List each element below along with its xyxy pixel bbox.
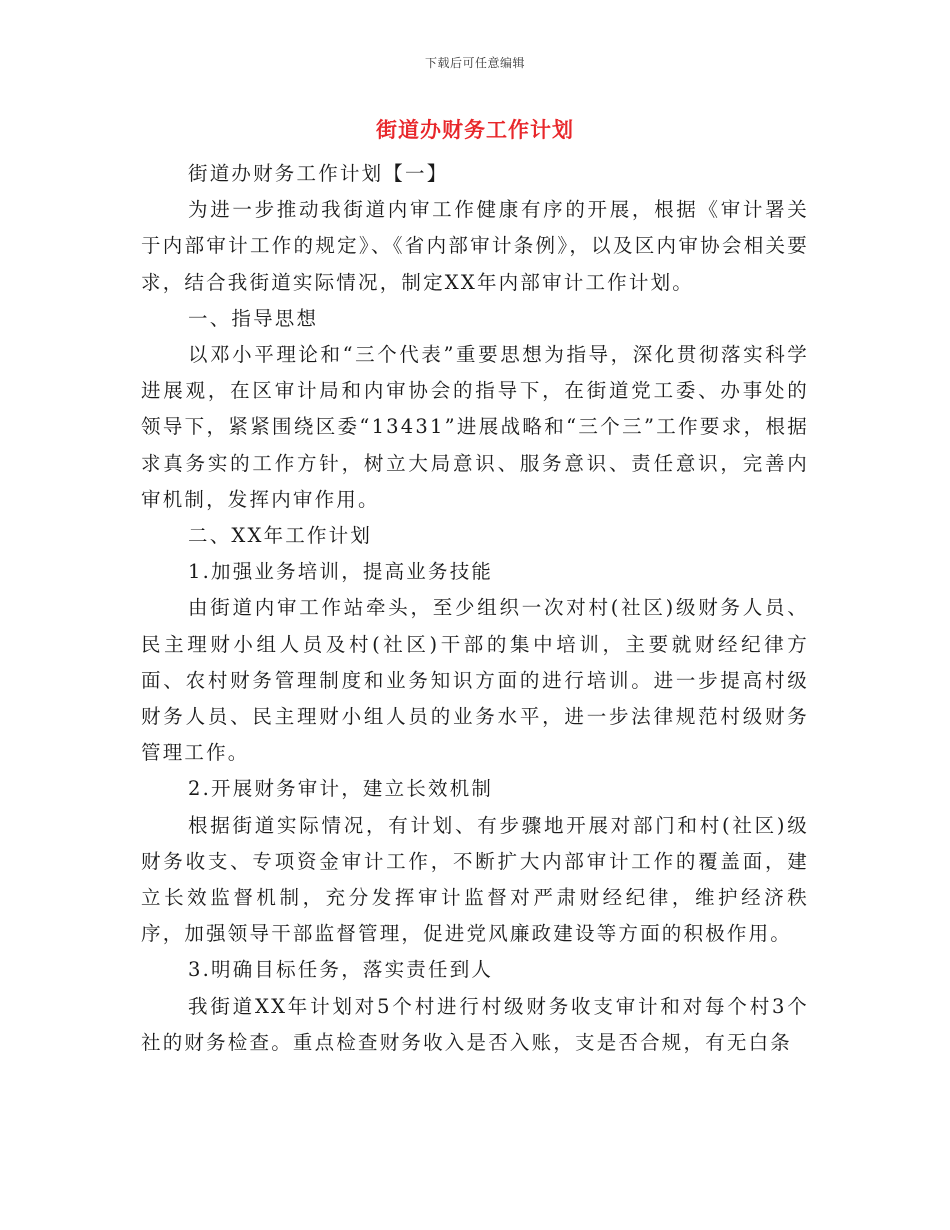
document-title: 街道办财务工作计划 bbox=[376, 117, 574, 142]
paragraph: 以邓小平理论和“三个代表”重要思想为指导，深化贯彻落实科学进展观，在区审计局和内审协会的指导下，在街道党工委、办事处的领导下，紧紧围绕区委“13431”进展战略和“三个三”工作要求，根据求真务实的工作方针，树立大局意识、服务意识、责任意识，完善内审机制，发挥内审作用。 bbox=[141, 343, 809, 511]
subsection-heading: 3.明确目标任务，落实责任到人 bbox=[188, 958, 494, 982]
paragraph: 我街道XX年计划对5个村进行村级财务收支审计和对每个村3个社的财务检查。重点检查财务收入是否入账，支是否合规，有无白条 bbox=[141, 994, 809, 1054]
section-heading: 一、指导思想 bbox=[188, 306, 319, 330]
paragraph: 由街道内审工作站牵头，至少组织一次对村(社区)级财务人员、民主理财小组人员及村(社区)干部的集中培训，主要就财经纪律方面、农村财务管理制度和业务知识方面的进行培训。进一步提高村级财务人员、民主理财小组人员的业务水平，进一步法律规范村级财务管理工作。 bbox=[141, 596, 809, 765]
paragraph: 根据街道实际情况，有计划、有步骤地开展对部门和村(社区)级财务收支、专项资金审计工作，不断扩大内部审计工作的覆盖面，建立长效监督机制，充分发挥审计监督对严肃财经纪律，维护经济秩序，加强领导干部监督管理，促进党风廉政建设等方面的积极作用。 bbox=[141, 813, 809, 946]
paragraph: 为进一步推动我街道内审工作健康有序的开展，根据《审计署关于内部审计工作的规定》、《省内部审计条例》，以及区内审协会相关要求，结合我街道实际情况，制定XX年内部审计工作计划。 bbox=[141, 198, 809, 294]
section-heading: 街道办财务工作计划【一】 bbox=[188, 162, 449, 185]
page-header-note: 下载后可任意编辑 bbox=[424, 56, 525, 70]
subsection-heading: 1.加强业务培训，提高业务技能 bbox=[188, 560, 494, 584]
document-body bbox=[141, 156, 809, 1061]
subsection-heading: 2.开展财务审计，建立长效机制 bbox=[188, 777, 494, 801]
section-heading: 二、XX年工作计划 bbox=[188, 524, 373, 548]
